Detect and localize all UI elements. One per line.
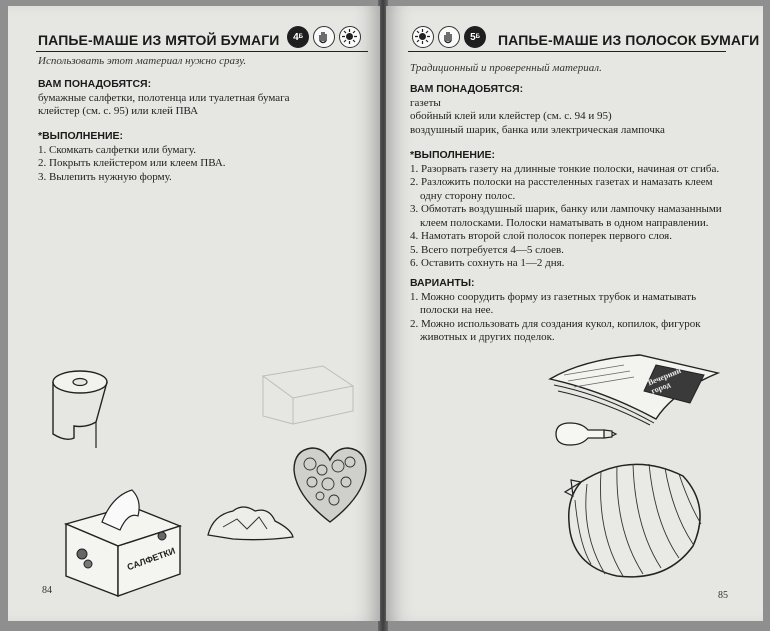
materials-heading: ВАМ ПОНАДОБЯТСЯ:	[38, 78, 152, 90]
step-item: 5. Всего потребуется 4—5 слоев.	[410, 243, 564, 256]
materials-item: бумажные салфетки, полотенца или туалетная бумага	[38, 91, 290, 104]
steps-heading: *ВЫПОЛНЕНИЕ:	[410, 149, 495, 161]
background-box-sketch	[253, 356, 363, 426]
materials-item: клейстер (см. с. 95) или клей ПВА	[38, 105, 199, 117]
variant-item: 2. Можно использовать для создания кукол, копилок, фигурок животных и других поделок.	[410, 317, 701, 343]
right-page-title: ПАПЬЕ-МАШЕ ИЗ ПОЛОСОК БУМАГИ	[498, 32, 760, 48]
step-item: 6. Оставить сохнуть на 1—2 дня.	[410, 257, 565, 269]
title-rule	[408, 51, 726, 52]
napkin-box-illustration	[62, 486, 192, 596]
badge-number: 5	[470, 31, 476, 43]
variants-heading: ВАРИАНТЫ:	[410, 277, 475, 289]
napkin-box-label: САЛФЕТКИ	[125, 545, 177, 573]
right-page-subtitle: Традиционный и проверенный материал.	[410, 62, 602, 74]
badge-suffix: Б	[298, 34, 303, 40]
step-item: 3. Обмотать воздушный шарик, банку или лампочку намазанными клеем полосками. Полоски наматывать в одном направлении.	[410, 203, 722, 229]
badge-number: 4	[293, 31, 299, 43]
variants-block	[410, 277, 732, 345]
title-rule	[36, 51, 368, 52]
right-page-number: 85	[718, 590, 728, 601]
left-page	[8, 6, 380, 621]
left-page-title: ПАПЬЕ-МАШЕ ИЗ МЯТОЙ БУМАГИ	[38, 32, 280, 48]
newspaper-label: Вечерний город	[646, 365, 683, 396]
difficulty-badge	[464, 26, 486, 48]
sun-icon	[412, 26, 434, 48]
hand-icon	[313, 26, 335, 48]
materials-item: газеты	[410, 96, 441, 109]
difficulty-badge	[287, 26, 309, 48]
left-page-number: 84	[42, 585, 52, 596]
badge-suffix: Б	[475, 34, 480, 40]
step-item: 1. Разорвать газету на длинные тонкие полоски, начиная от сгиба.	[410, 162, 720, 175]
materials-block	[38, 78, 358, 119]
variant-item: 1. Можно соорудить форму из газетных трубок и наматывать полоски на нее.	[410, 290, 697, 316]
step-item: 4. Намотать второй слой полосок поперек первого слоя.	[410, 230, 672, 242]
step-item: 1. Скомкать салфетки или бумагу.	[38, 143, 196, 156]
newspaper-illustration	[544, 351, 724, 426]
crumpled-paper-illustration	[203, 501, 298, 541]
steps-block	[410, 149, 732, 271]
step-item: 2. Разложить полоски на расстеленных газетах и намазать клеем одну сторону полос.	[410, 176, 713, 202]
right-page	[386, 6, 763, 621]
steps-heading: *ВЫПОЛНЕНИЕ:	[38, 130, 123, 142]
left-page-subtitle: Использовать этот материал нужно сразу.	[38, 55, 247, 67]
steps-block	[38, 130, 358, 184]
balloon-illustration	[561, 454, 711, 584]
materials-block	[410, 83, 740, 137]
toilet-paper-roll-illustration	[46, 368, 116, 448]
heart-illustration	[290, 444, 370, 524]
materials-item: воздушный шарик, банка или электрическая лампочка	[410, 123, 665, 136]
materials-heading: ВАМ ПОНАДОБЯТСЯ:	[410, 83, 524, 95]
step-item: 3. Вылепить нужную форму.	[38, 170, 172, 183]
materials-item: обойный клей или клейстер (см. с. 94 и 95)	[410, 110, 612, 122]
hand-icon	[438, 26, 460, 48]
sun-icon	[339, 26, 361, 48]
light-bulb-illustration	[552, 420, 622, 448]
step-item: 2. Покрыть клейстером или клеем ПВА.	[38, 157, 226, 169]
